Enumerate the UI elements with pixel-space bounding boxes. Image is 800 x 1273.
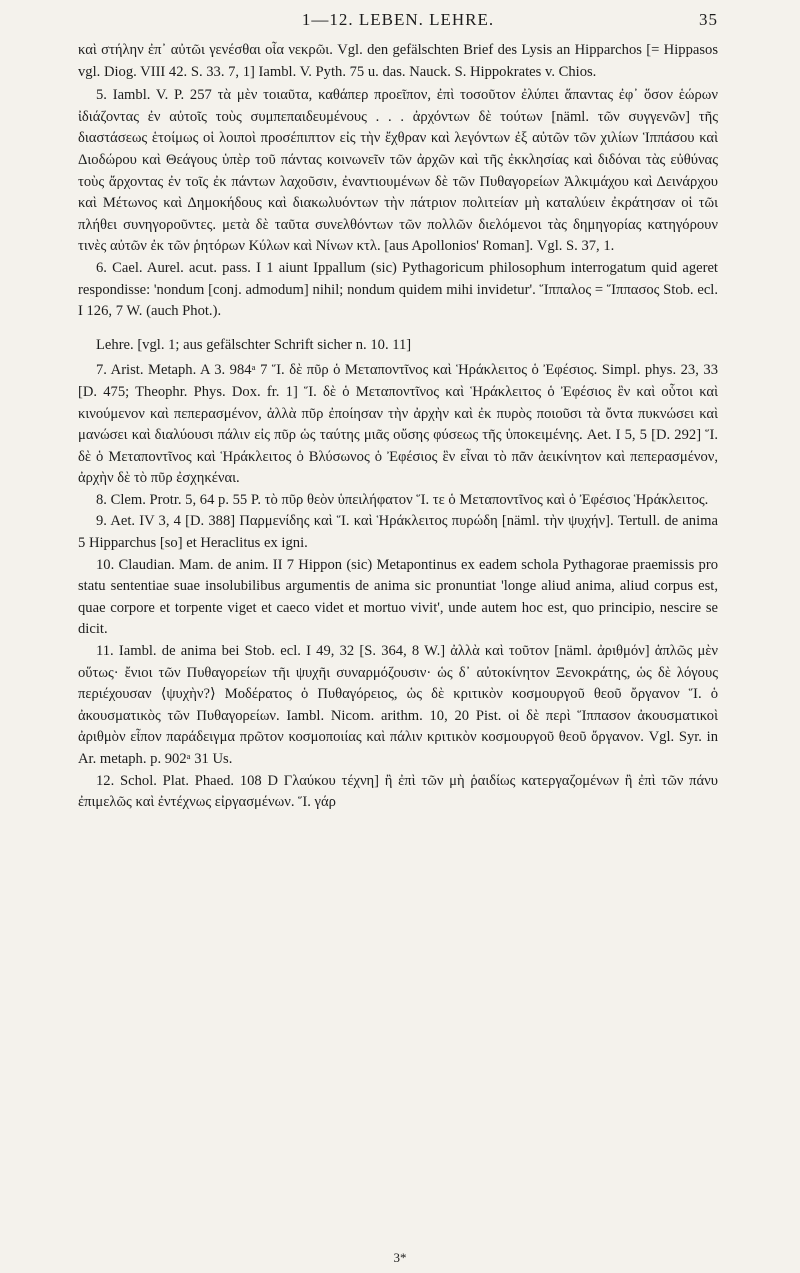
running-title: 1—12. LEBEN. LEHRE. — [301, 10, 495, 29]
paragraph-10: 10. Claudian. Mam. de anim. II 7 Hippon (sic) Metapontinus ex eadem schola Pythagorae praemissis pro statu sententiae suae insolubilibus argumentis de anima sic pronuntiat 'longe aliud anima, aliud corpus est, quae corpore et torpente viget et caeco videt et mortuo vivit', unde autem hoc est, quo principio, nescire se dicit. — [78, 556, 718, 638]
paragraph-8: 8. Clem. Protr. 5, 64 p. 55 P. τὸ πῦρ θεὸν ὑπειλήφατον Ἵ. τε ὁ Μεταποντῖνος καὶ ὁ Ἐφέσιος Ἡράκλειτος. — [96, 491, 709, 508]
paragraph-9: 9. Aet. IV 3, 4 [D. 388] Παρμενίδης καὶ Ἵ. καὶ Ἡράκλειτος πυρώδη [näml. τὴν ψυχήν]. Tertull. de anima 5 Hipparchus [so] et Heraclitus ex igni. — [78, 513, 718, 552]
signature-mark: 3* — [393, 1250, 407, 1265]
section-heading-lehre: Lehre. [vgl. 1; aus gefälschter Schrift sicher n. 10. 11] — [96, 336, 412, 353]
page-header — [78, 0, 718, 40]
paragraph-12: 12. Schol. Plat. Phaed. 108 D Γλαύκου τέχνη] ἢ ἐπὶ τῶν μὴ ῥαιδίως κατεργαζομένων ἢ ἐπὶ τῶν πάνυ ἐπιμελῶς καὶ ἐντέχνως εἰργασμένων. Ἵ. γάρ — [78, 772, 718, 811]
paragraph-11: 11. Iambl. de anima bei Stob. ecl. I 49, 32 [S. 364, 8 W.] ἀλλὰ καὶ τοῦτον [näml. ἀριθμόν] ἁπλῶς μὲν οὕτως· ἔνιοι τῶν Πυθαγορείων τῆι ψυχῆι συναρμόζουσιν· ὡς δ᾽ αὐτοκίνητον Ξενοκράτης, ὡς δὲ λόγους περιέχουσαν ⟨ψυχὴν?⟩ Μοδέρατος ὁ Πυθαγόρειος, ὡς δὲ κριτικὸν κοσμουργοῦ θεοῦ ὄργανον Ἵ. ὁ ἀκουσματικὸς τῶν Πυθαγορείων. Iambl. Nicom. arithm. 10, 20 Pist. οἱ δὲ περὶ Ἵππασον ἀκουσματικοὶ ἀριθμὸν εἶπον παράδειγμα πρῶτον κοσμοποιίας καὶ πάλιν κριτικὸν κοσμουργοῦ θεοῦ ὄργανον. Vgl. Syr. in Ar. metaph. p. 902ᵃ 31 Us. — [78, 643, 718, 767]
body-text — [78, 40, 718, 814]
page-number: 35 — [699, 10, 718, 29]
paragraph-5: 5. Iambl. V. P. 257 τὰ μὲν τοιαῦτα, καθάπερ προεῖπον, ἐπὶ τοσοῦτον ἐλύπει ἅπαντας ἐφ᾽ ὅσον ἑώρων ἰδιάζοντας ἐν αὐτοῖς τοὺς συμπεπαιδευμένους . . . ἀρχόντων δὲ τούτων [näml. τῶν συγγενῶν] τῆς διαστάσεως ἑτοίμως οἱ λοιποὶ προσέπιπτον εἰς τὴν ἔχθραν καὶ λεγόντων ἐξ αὐτῶν τῶν χιλίων Ἱππάσου καὶ Διοδώρου καὶ Θεάγους ὑπὲρ τοῦ πάντας κοινωνεῖν τῶν ἀρχῶν καὶ τῆς ἐκκλησίας καὶ διδόναι τὰς εὐθύνας τοὺς ἄρχοντας ἐν τοῖς ἐκ πάντων λαχοῦσιν, ἐναντιουμένων δὲ τῶν Πυθαγορείων Ἀλκιμάχου καὶ Δεινάρχου καὶ Μέτωνος καὶ Δημοκήδους καὶ διακωλυόντων τὴν πάτριον πολιτείαν μὴ καταλύειν ἐκράτησαν οἱ τῶι πλήθει συνηγοροῦντες. μετὰ δὲ ταῦτα συνελθόντων τῶν πολλῶν διελόμενοι τὰς δημηγορίας κατηγόρουν τινὲς αὐτῶν ἐκ τῶν ῥητόρων Κύλων καὶ Νίνων κτλ. [aus Apollonios' Roman]. Vgl. S. 37, 1. — [78, 87, 718, 255]
paragraph-6: 6. Cael. Aurel. acut. pass. I 1 aiunt Ippallum (sic) Pythagoricum philosophum interrogatum quid ageret respondisse: 'nondum [conj. admodum] nihil; nondum quidem mihi invidetur'. Ἵππαλος = Ἵππασος Stob. ecl. I 126, 7 W. (auch Phot.). — [78, 259, 718, 320]
page — [78, 0, 718, 1273]
paragraph-continuation: καὶ στήλην ἐπ᾽ αὐτῶι γενέσθαι οἷα νεκρῶι. Vgl. den gefälschten Brief des Lysis an Hipparchos [= Hippasos vgl. Diog. VIII 42. S. 33. 7, 1] Iambl. V. Pyth. 75 u. das. Nauck. S. Hippokrates v. Chios. — [78, 42, 718, 80]
paragraph-7: 7. Arist. Metaph. A 3. 984ᵃ 7 Ἵ. δὲ πῦρ ὁ Μεταποντῖνος καὶ Ἡράκλειτος ὁ Ἐφέσιος. Simpl. phys. 23, 33 [D. 475; Theophr. Phys. Dox. fr. 1] Ἵ. δὲ ὁ Μεταποντῖνος καὶ Ἡράκλειτος ὁ Ἐφέσιος ἓν καὶ οὗτοι καὶ κινούμενον καὶ πεπερασμένον, ἀλλὰ πῦρ ἐποίησαν τὴν ἀρχὴν καὶ ἐκ πυρὸς ποιοῦσι τὰ ὄντα πυκνώσει καὶ μανώσει καὶ διαλύουσι πάλιν εἰς πῦρ ὡς ταύτης μιᾶς οὔσης φύσεως τῆς ὑποκειμένης. Aet. I 5, 5 [D. 292] Ἵ. δὲ ὁ Μεταποντῖνος καὶ Ἡράκλειτος ὁ Βλύσωνος ὁ Ἐφέσιος ἓν εἶναι τὸ πᾶν ἀεικίνητον καὶ πεπερασμένον, ἀρχὴν δὲ τὸ πῦρ ἐσχηκέναι. — [78, 362, 718, 487]
